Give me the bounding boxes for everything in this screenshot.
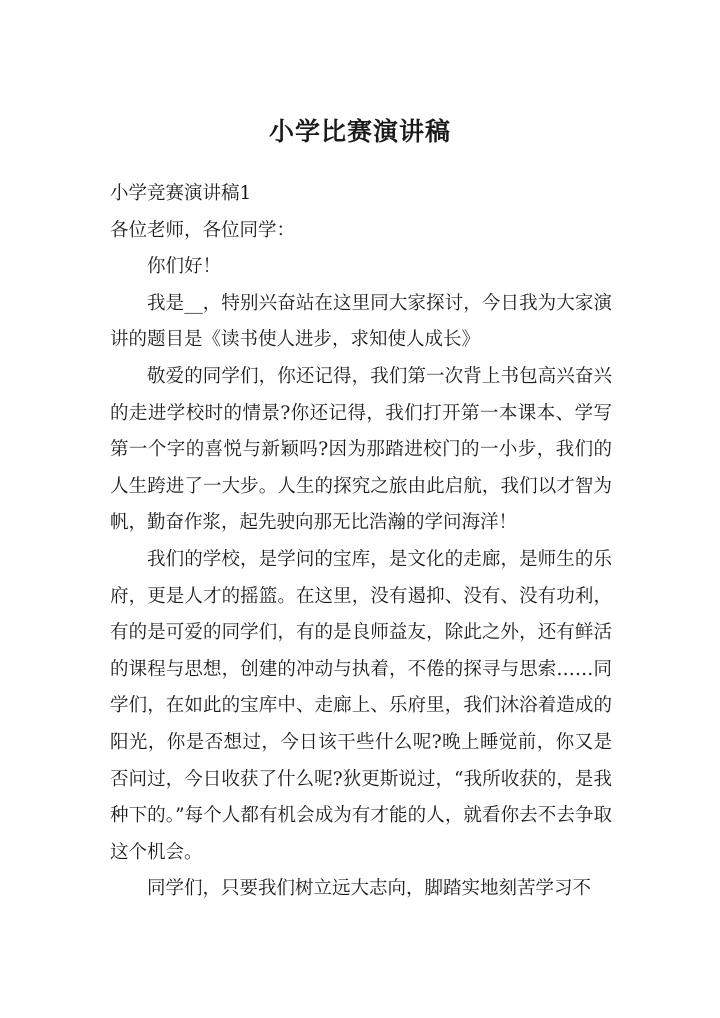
paragraph-school: 我们的学校，是学问的宝库，是文化的走廊，是师生的乐府，更是人才的摇篮。在这里，没有遏抑、没有、没有功利，有的是可爱的同学们，有的是良师益友，除此之外，还有鲜活的课程与思想，创建的冲动与执着，不倦的探寻与思索……同学们，在如此的宝库中、走廊上、乐府里，我们沐浴着造成的阳光，你是否想过，今日该干些什么呢?晚上睡觉前，你又是否问过，今日收获了什么呢?狄更斯说过，“我所收获的，是我种下的。”每个人都有机会成为有才能的人，就看你去不去争取这个机会。 bbox=[110, 548, 612, 863]
document-title: 小学比赛演讲稿 bbox=[268, 117, 451, 146]
paragraph-greeting: 你们好！ bbox=[147, 256, 222, 278]
paragraph-memories: 敬爱的同学们，你还记得，我们第一次背上书包高兴奋兴的走进学校时的情景?你还记得，我们打开第一本课本、学写第一个字的喜悦与新颖吗?因为那踏进校门的一小步，我们的人生跨进了一大步。人生的探究之旅由此启航，我们以才智为帆，勤奋作浆，起先驶向那无比浩瀚的学问海洋！ bbox=[110, 365, 612, 534]
paragraph-salutation: 各位老师，各位同学： bbox=[110, 219, 296, 241]
document-body bbox=[110, 176, 612, 908]
paragraph-intro: 我是__，特别兴奋站在这里同大家探讨，今日我为大家演讲的题目是《读书使人进步，求知使人成长》 bbox=[110, 292, 612, 351]
paragraph-closing: 同学们，只要我们树立远大志向，脚踏实地刻苦学习不 bbox=[147, 878, 592, 900]
paragraph-heading: 小学竞赛演讲稿1 bbox=[110, 183, 252, 204]
